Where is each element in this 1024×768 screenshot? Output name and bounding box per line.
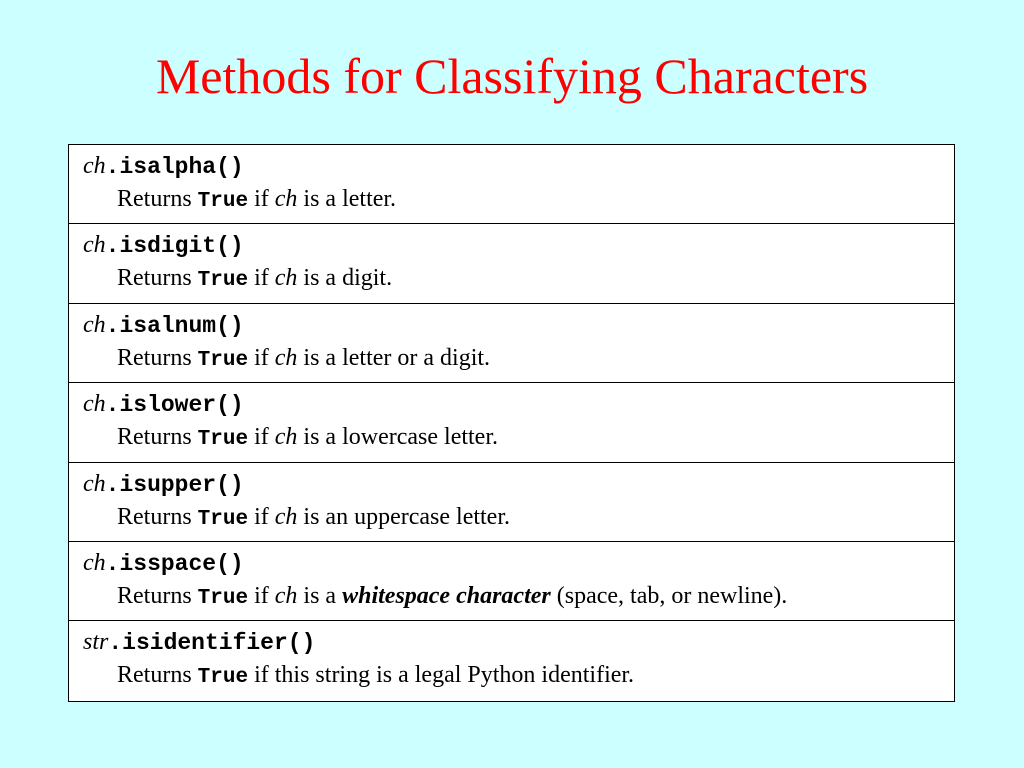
desc-if: if	[248, 424, 275, 451]
desc-returns: Returns	[117, 662, 198, 689]
method-signature	[83, 308, 954, 342]
method-signature	[83, 546, 954, 580]
desc-text: is a digit.	[297, 265, 393, 292]
receiver-name: ch	[83, 232, 106, 259]
method-row-isidentifier	[69, 621, 954, 700]
desc-subject: ch	[274, 503, 298, 530]
keyword-true: True	[197, 507, 249, 531]
receiver-name: ch	[83, 391, 106, 418]
method-description	[83, 580, 954, 615]
method-signature	[83, 149, 954, 183]
desc-text: is a lowercase letter.	[297, 424, 498, 451]
slide-title: Methods for Classifying Characters	[155, 48, 869, 104]
methods-table	[68, 144, 955, 702]
desc-returns: Returns	[117, 186, 198, 212]
keyword-true: True	[197, 190, 249, 213]
desc-text: is a	[297, 582, 343, 609]
receiver-name: ch	[83, 311, 106, 338]
method-name: .islower()	[105, 392, 244, 419]
method-row-isspace	[69, 542, 954, 621]
method-name: .isalpha()	[105, 154, 244, 180]
method-row-isalnum	[69, 304, 954, 383]
method-signature	[83, 467, 954, 501]
desc-subject: ch	[274, 265, 298, 292]
method-description	[83, 421, 954, 456]
desc-text: is a letter or a digit.	[297, 344, 491, 371]
method-signature	[83, 387, 954, 421]
desc-tail: (space, tab, or newline).	[550, 582, 788, 609]
desc-if: if	[248, 265, 275, 292]
desc-returns: Returns	[117, 503, 198, 530]
desc-subject: ch	[274, 186, 298, 212]
method-description	[83, 501, 954, 536]
desc-returns: Returns	[117, 344, 198, 371]
desc-if: if	[248, 503, 275, 530]
keyword-true: True	[197, 428, 249, 452]
keyword-true: True	[197, 269, 249, 293]
desc-text: is an uppercase letter.	[297, 503, 510, 530]
desc-subject: ch	[274, 344, 298, 371]
desc-if: if	[248, 582, 275, 609]
receiver-name: str	[83, 629, 109, 656]
desc-if: if	[248, 186, 275, 212]
method-name: .isalnum()	[105, 312, 244, 339]
receiver-name: ch	[83, 153, 106, 179]
method-name: .isidentifier()	[108, 630, 316, 657]
receiver-name: ch	[83, 470, 106, 497]
method-row-isdigit	[69, 224, 954, 303]
desc-subject: ch	[274, 424, 298, 451]
desc-emphasis: whitespace character	[342, 582, 551, 609]
desc-returns: Returns	[117, 582, 198, 609]
desc-if: if	[248, 344, 275, 371]
method-description	[83, 262, 954, 297]
keyword-true: True	[197, 586, 249, 610]
desc-text: if this string is a legal Python identifier.	[248, 662, 635, 689]
keyword-true: True	[197, 666, 249, 690]
method-row-isupper	[69, 463, 954, 542]
method-row-isalpha	[69, 145, 954, 224]
desc-returns: Returns	[117, 424, 198, 451]
receiver-name: ch	[83, 549, 106, 576]
method-description	[83, 342, 954, 377]
method-signature	[83, 625, 954, 659]
desc-subject: ch	[274, 582, 298, 609]
method-name: .isspace()	[105, 550, 244, 577]
method-description	[83, 183, 954, 218]
method-name: .isdigit()	[105, 233, 244, 260]
keyword-true: True	[197, 348, 249, 372]
method-description	[83, 659, 954, 694]
desc-text: is a letter.	[297, 186, 397, 212]
method-signature	[83, 228, 954, 262]
method-name: .isupper()	[105, 471, 244, 498]
method-row-islower	[69, 383, 954, 462]
desc-returns: Returns	[117, 265, 198, 292]
